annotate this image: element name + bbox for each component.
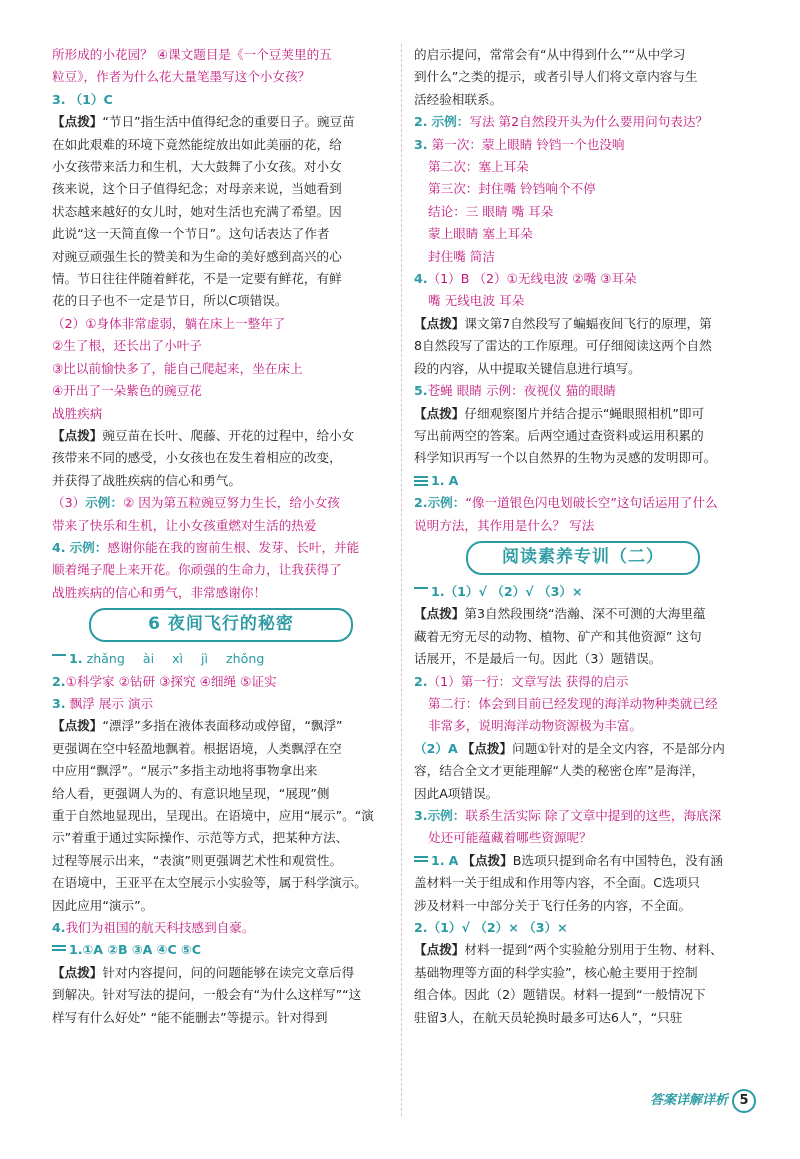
question-number: 3. (414, 808, 428, 823)
answer: 飘浮 展示 演示 (69, 695, 154, 711)
tip-text: “漂浮”多指在液体表面移动或停留，“飘浮” (102, 718, 343, 734)
tip-text: 状态越来越好的女儿时，她对生活也充满了希望。因 (52, 203, 342, 219)
tip-text: 藏着无穷无尽的动物、植物、矿产和其他资源” 这句 (414, 628, 702, 644)
section-three-icon (414, 474, 428, 486)
question-number: 4. (52, 920, 66, 936)
tip-text: 科学知识再写一个以自然界的生物为灵感的发明即可。 (414, 450, 717, 466)
question-number: 4. (414, 271, 428, 287)
question-number: 2. (414, 920, 428, 936)
tip-text: 对豌豆顽强生长的赞美和为生命的美好感到高兴的心 (52, 248, 342, 264)
tip-text: 写出前两空的答案。后两空通过查资料或运用积累的 (414, 427, 704, 443)
answer-line: ② 因为第五粒豌豆努力生长，给小女孩 (122, 495, 340, 511)
tip-text: 小女孩带来活力和生机，大大鼓舞了小女孩。对小女 (52, 159, 342, 175)
tip-text: 中应用“飘浮”。“展示”多指主动地将事物拿出来 (52, 763, 318, 779)
answer: A (448, 852, 459, 868)
tip-label: 【点拨】 (414, 942, 465, 958)
answer-line: ③比以前愉快多了，能自己爬起来，坐在床上 (52, 360, 303, 376)
tip-text: 段的内容，从中提取关键信息进行填写。 (414, 360, 641, 376)
tip-text: 过程等展示出来，“表演”则更强调艺术性和观赏性。 (52, 852, 343, 868)
answer: （1）√ （2）× （3）× (427, 920, 568, 936)
answer: （1）第一行：文章写法 获得的启示 (427, 673, 629, 689)
answer: （1）√ （2）√ （3）× (444, 583, 583, 599)
tip-text: 孩来说，这个日子值得纪念；对母亲来说，当她看到 (52, 181, 342, 197)
pinyin-row (87, 651, 283, 666)
answer: 第一次：蒙上眼睛 铃铛一个也没响 (431, 136, 625, 152)
tip-text: 涉及材料一中部分关于飞行任务的内容，不全面。 (414, 897, 692, 913)
tip-label: 【点拨】 (52, 427, 103, 443)
tip-text: 并获得了战胜疾病的信心和勇气。 (52, 472, 241, 488)
pinyin: zhǎng (86, 651, 125, 667)
tip-text: 样写有什么好处” “能不能删去”等提示。针对得到 (52, 1009, 328, 1025)
page-footer (650, 1089, 756, 1113)
answer-line: 感谢你能在我的窗前生根、发芽、长叶，并能 (107, 539, 360, 555)
answer-line: 非常多，说明海洋动物资源极为丰富。 (428, 718, 643, 734)
question-number: 1. (431, 472, 445, 488)
question-number: 2. (414, 495, 428, 511)
tip-text: 活经验相联系。 (414, 91, 503, 107)
answer-line: 粒豆》，作者为什么花大量笔墨写这个小女孩？ (52, 69, 311, 85)
question-number: 1. (431, 583, 445, 599)
answer: ①科学家 ②钻研 ③探究 ④细绳 ⑤证实 (65, 673, 277, 689)
answer: 我们为祖国的航天科技感到自豪。 (65, 920, 255, 936)
example-label: 示例： (85, 495, 123, 511)
answer-line: 封住嘴 简洁 (428, 248, 495, 264)
tip-text: 花的日子也不一定是节日，所以C项错误。 (52, 293, 288, 309)
tip-text: 8自然段写了雷达的工作原理。可仔细阅读这两个自然 (414, 338, 712, 354)
tip-text: 给人看，更强调人为的、有意识地呈现，“展现”侧 (52, 785, 330, 801)
answer-line: 嘴 无线电波 耳朵 (428, 293, 525, 309)
answer: （1）C (69, 91, 113, 107)
column-divider (401, 44, 402, 1116)
tip-text: 问题①针对的是全文内容，不是部分内 (512, 740, 725, 756)
question-number: 2. (52, 673, 66, 689)
tip-label: 【点拨】 (414, 315, 465, 331)
answer-line: 说明方法，其作用是什么？ 写法 (414, 517, 595, 533)
question-number: 1. (431, 852, 445, 868)
tip-label: 【点拨】 (52, 964, 103, 980)
example-label: 示例： (427, 495, 466, 511)
tip-text: 的启示提问，常常会有“从中得到什么”“从中学习 (414, 47, 686, 62)
answer-prefix: （3） (52, 495, 86, 511)
example-label: 示例： (431, 114, 470, 130)
tip-text: 课文第7自然段写了蝙蝠夜间飞行的原理，第 (464, 315, 712, 331)
question-number: 3. (52, 91, 66, 107)
tip-text: 仔细观察图片并结合提示“蝇眼照相机”即可 (464, 405, 705, 421)
section-one-icon (414, 585, 428, 597)
tip-text: 到什么”之类的提示，或者引导人们将文章内容与生 (414, 69, 698, 85)
question-number: 2. (414, 673, 428, 689)
tip-text: 豌豆苗在长叶、爬藤、开花的过程中，给小女 (102, 427, 355, 443)
answer-line: 顺着绳子爬上来开花。你顽强的生命力，让我获得了 (52, 562, 342, 578)
tip-text: 重于自然地显现出，呈现出。在语境中，应用“展示”。“演 (52, 808, 374, 823)
page-number: 5 (732, 1089, 756, 1113)
tip-text: 情。节日往往伴随着鲜花，不是一定要有鲜花，有鲜 (52, 271, 342, 287)
answer-line: ②生了根，还长出了小叶子 (52, 338, 202, 354)
tip-text: 组合体。因此（2）题错误。材料一提到“一般情况下 (414, 987, 706, 1003)
question-number: 3. (414, 136, 428, 152)
tip-text: 材料一提到“两个实验舱分别用于生物、材料、 (464, 942, 723, 958)
tip-text: B选项只提到命名有中国特色，没有涵 (512, 852, 723, 868)
tip-label: 【点拨】 (414, 405, 465, 421)
question-number: 1. (69, 942, 83, 958)
tip-label: 【点拨】 (52, 114, 103, 130)
tip-text: 此说“这一天简直像一个节日”。这句话表达了作者 (52, 226, 330, 242)
tip-text: 更强调在空中轻盈地飘着。根据语境，人类飘浮在空 (52, 740, 342, 756)
section-two-icon (414, 854, 428, 866)
answer: （1）B （2）①无线电波 ②嘴 ③耳朵 (427, 271, 637, 287)
tip-text: 到解决。针对写法的提问，一般会有“为什么这样写”“这 (52, 987, 362, 1003)
section-title: 6 夜间飞行的秘密 (89, 608, 353, 642)
pinyin: ài (142, 651, 155, 667)
tip-text: 因此A项错误。 (414, 785, 499, 801)
answer: A (448, 472, 459, 488)
left-column (52, 44, 390, 1029)
example-label: 示例： (69, 539, 108, 555)
tip-label: 【点拨】 (414, 606, 465, 622)
question-number: 2. (414, 114, 428, 130)
answer-line: 处还可能蕴藏着哪些资源呢？ (428, 830, 592, 846)
answer: （2）A (414, 740, 458, 756)
tip-text: “节日”指生活中值得纪念的重要日子。豌豆苗 (102, 114, 355, 130)
tip-label: 【点拨】 (461, 740, 513, 756)
tip-text: 第3自然段围绕“浩瀚、深不可测的大海里蕴 (464, 606, 706, 622)
question-number: 1. (69, 651, 83, 667)
answer-line: 第二次：塞上耳朵 (428, 159, 529, 175)
question-number: 5. (414, 383, 428, 399)
answer-line: （2）①身体非常虚弱，躺在床上一整年了 (52, 315, 286, 331)
tip-text: 在如此艰难的环境下竟然能绽放出如此美丽的花，给 (52, 136, 342, 152)
answer-line: 结论：三 眼睛 嘴 耳朵 (428, 203, 554, 219)
tip-text: 在语境中，王亚平在太空展示小实验等，属于科学演示。 (52, 875, 367, 891)
answer-line: 战胜疾病的信心和勇气，非常感谢你！ (52, 584, 267, 600)
answer: 联系生活实际 除了文章中提到的这些，海底深 (465, 808, 722, 823)
answer: “像一道银色闪电划破长空”这句话运用了什么 (465, 495, 718, 511)
answer-line: 所形成的小花园？ ④课文题目是《一个豆荚里的五 (52, 47, 332, 62)
tip-text: 示”着重于通过实际操作、示范等方式，把某种方法、 (52, 830, 349, 846)
tip-text: 因此应用“演示”。 (52, 897, 154, 913)
answer-line: ④开出了一朵紫色的豌豆花 (52, 383, 202, 399)
footer-label: 答案详解详析 (649, 1093, 728, 1108)
tip-text: 基础物理等方面的科学实验”，核心舱主要用于控制 (414, 964, 698, 980)
tip-text: 容，结合全文才更能理解“人类的秘密仓库”是海洋， (414, 763, 705, 779)
question-number: 4. (52, 539, 66, 555)
answer: ①A ②B ③A ④C ⑤C (82, 942, 201, 958)
answer-line: 第二行：体会到目前已经发现的海洋动物种类就已经 (428, 695, 718, 711)
pinyin: jì (201, 651, 209, 667)
section-title: 阅读素养专训（二） (466, 541, 700, 575)
answer: 苍蝇 眼睛 示例：夜视仪 猫的眼睛 (427, 383, 616, 399)
right-column (414, 44, 752, 1029)
section-two-icon (52, 943, 66, 955)
example-label: 示例： (427, 808, 466, 823)
tip-text: 孩带来不同的感受，小女孩也在发生着相应的改变， (52, 450, 342, 466)
tip-text: 盖材料一关于组成和作用等内容，不全面。C选项只 (414, 875, 700, 891)
section-one-icon (52, 652, 66, 664)
tip-label: 【点拨】 (52, 718, 103, 734)
answer-line: 蒙上眼睛 塞上耳朵 (428, 226, 533, 242)
pinyin: zhǒng (226, 651, 265, 667)
pinyin: xì (172, 651, 184, 667)
tip-text: 针对内容提问，问的问题能够在读完文章后得 (102, 964, 355, 980)
tip-text: 话展开，不是最后一句。因此（3）题错误。 (414, 651, 662, 667)
answer-line: 战胜疾病 (52, 405, 103, 421)
answer-line: 第三次：封住嘴 铃铛响个不停 (428, 181, 596, 197)
tip-text: 驻留3人，在航天员轮换时最多可达6人”，“只驻 (414, 1009, 683, 1025)
answer-line: 带来了快乐和生机，让小女孩重燃对生活的热爱 (52, 517, 317, 533)
answer: 写法 第2自然段开头为什么要用问句表达？ (469, 114, 709, 130)
question-number: 3. (52, 695, 66, 711)
tip-label: 【点拨】 (462, 852, 513, 868)
